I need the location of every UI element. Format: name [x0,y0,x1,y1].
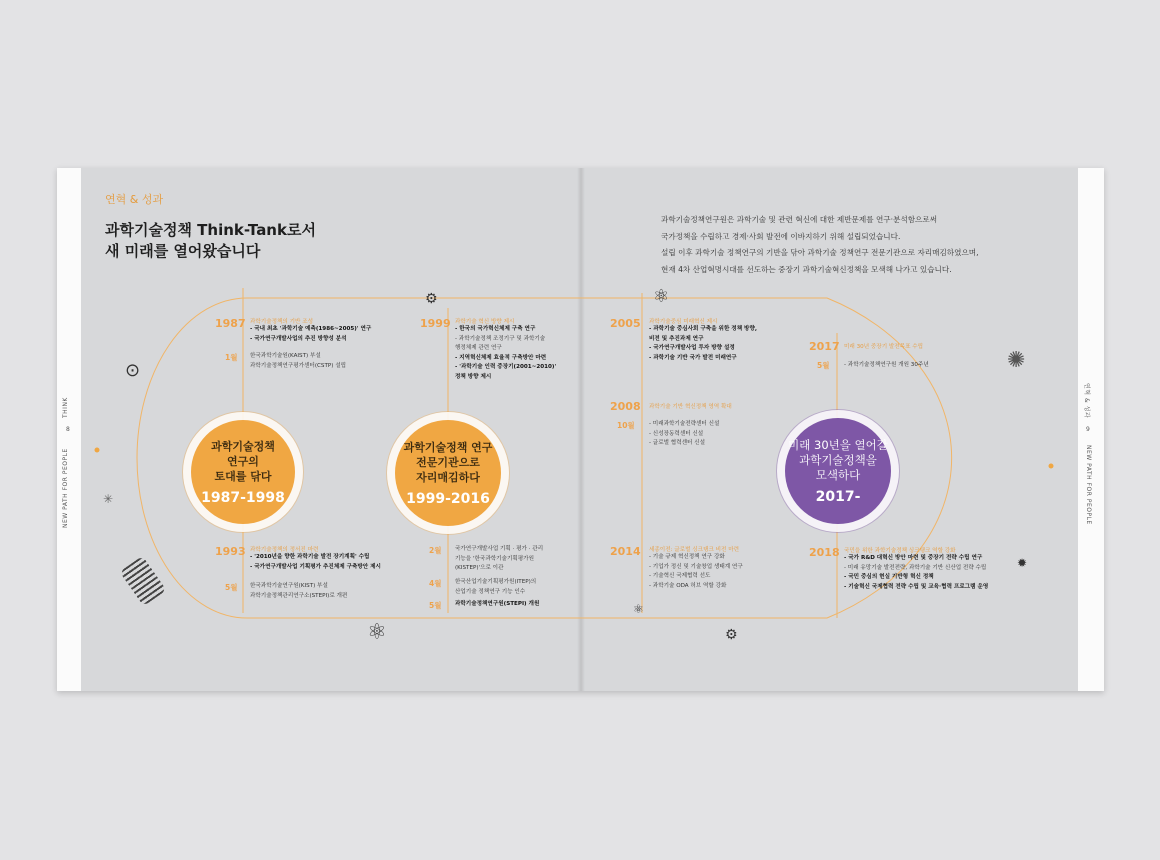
entry-1999 [455,317,556,382]
entry-heading: 과학기술 기반 혁신정책 영역 확대 [649,404,732,410]
month-1999-feb: 2월 [429,546,442,555]
era-circle-1999 [395,420,501,526]
era-line: 토대를 닦다 [214,469,272,483]
entry-1999-feb [455,545,543,574]
era-years: 2017- [815,488,861,505]
month-2017: 5월 [817,361,830,370]
atom-icon: ⚛ [367,620,387,645]
page-number-left: 8 [66,426,71,433]
year-2005: 2005 [610,317,641,330]
entry-heading: 과학기술 혁신 방향 제시 [455,319,515,325]
entry-item: - 기술 규제 혁신정책 연구 강화 [649,554,725,560]
entry-item: - 과학기술 ODA 허브 역할 강화 [649,582,727,589]
side-label-section-right: 연혁 & 성과 [1083,383,1090,419]
title-line-1: 과학기술정책 Think-Tank로서 [105,221,316,239]
sunburst-icon: ✺ [1007,348,1026,373]
sunburst-icon: ✳ [103,492,114,506]
year-2014: 2014 [610,545,641,558]
entry-item: 산업기술 정책연구 기능 인수 [455,588,526,595]
month-1993: 5월 [225,583,238,592]
year-1999: 1999 [420,317,451,330]
era-line: 연구의 [227,454,259,468]
entry-item: 행정체제 관련 연구 [455,345,502,351]
entry-item: - 한국의 국가혁신체제 구축 연구 [455,326,536,332]
entry-heading: 과학기술중심 미래혁신 제시 [649,319,718,325]
gear-icon: ⚙ [425,291,438,307]
entry-item: 한국산업기술기획평가원(ITEP)의 [455,579,537,585]
atom-icon: ⚛ [633,602,644,616]
entry-2005 [649,317,757,363]
entry-item: - 과학기술정책연구원 개원 30주년 [844,362,929,368]
month-1999-apr: 4월 [429,579,442,588]
era-circle-2017 [785,418,891,524]
entry-1999-apr [455,578,536,597]
atom-icon: ⚛ [653,286,670,307]
entry-item: - '2010년을 향한 과학기술 발전 장기계획' 수립 [250,554,370,560]
entry-item: - 국가 R&D 대혁신 방안 마련 및 중장기 전략 수립 연구 [844,555,983,561]
entry-item: - 국민 중심의 현실 기반형 혁신 정책 [844,574,934,580]
entry-item: - 지역혁신체제 효율적 구축방안 마련 [455,354,547,361]
entry-2008 [649,420,719,449]
entry-item: 비전 및 추진과제 연구 [649,335,704,342]
era-circle-1987 [191,420,295,524]
entry-2018 [844,546,988,592]
gear-icon: ⚙ [725,627,738,643]
entry-heading: 미래 30년 중장기 발전목표 수립 [844,344,924,350]
entry-1999-may [455,600,539,610]
entry-item: 한국과학기술연구원(KIST) 부설 [250,583,328,589]
era-line: 과학기술정책 연구 [403,440,493,454]
sunburst-icon: ✹ [1017,556,1028,570]
era-line: 과학기술정책을 [799,452,877,467]
entry-item: - 국가연구개발사업 투자 방향 설정 [649,345,735,351]
entry-2008-head [649,402,732,410]
entry-item: 과학기술정책연구원(STEPI) 개원 [455,601,540,607]
entry-item: - 기술혁신 국제협력 전략 수립 및 교육·협력 프로그램 운영 [844,583,989,590]
entry-item: 과학기술정책관리연구소(STEPI)로 개편 [250,592,348,599]
entry-heading: 국민을 위한 과학기술정책 싱크탱크 역할 강화 [844,548,956,554]
intro-line: 국가정책을 수립하고 경제·사회 발전에 이바지하기 위해 설립되었습니다. [661,231,901,241]
month-1999-may: 5월 [429,601,442,610]
entry-item: - 과학기술정책 조정기구 및 과학기술 [455,335,546,342]
book-spread [57,168,1104,691]
year-1993: 1993 [215,545,246,558]
side-label-newpath-right: NEW PATH FOR PEOPLE [1085,445,1092,525]
entry-item: 한국과학기술원(KAIST) 부설 [250,353,321,359]
month-1987: 1월 [225,353,238,362]
entry-2017-head [844,342,923,350]
entry-item: - 국내 최초 '과학기술 예측(1986~2005)' 연구 [250,326,372,332]
era-line: 자리매김하다 [416,470,480,484]
entry-item: 국가연구개발사업 기획 · 평가 · 관리 [455,546,544,552]
section-label: 연혁 & 성과 [105,193,164,206]
entry-item: - 국가연구개발사업 기획평가 추진체제 구축방안 제시 [250,563,381,570]
page-title [105,220,365,262]
era-line: 전문기관으로 [416,455,480,469]
era-circle-text [404,440,493,485]
year-2017: 2017 [809,340,840,353]
era-line: 과학기술정책 [211,439,275,453]
entry-item: - 글로벌 협력센터 신설 [649,440,705,446]
year-2008: 2008 [610,400,641,413]
entry-1987 [250,317,371,344]
era-line: 미래 30년을 열어갈 [788,437,888,452]
entry-item: - 신성장동력센터 신설 [649,430,704,437]
title-line-2: 새 미래를 열어왔습니다 [105,242,261,260]
era-years: 1999-2016 [406,490,490,507]
era-circle-text [788,438,888,483]
entry-item: 과학기술정책연구평가센터(CSTP) 설립 [250,362,347,369]
year-2018: 2018 [809,546,840,559]
entry-item: - 기업가 정신 및 기술창업 생태계 연구 [649,563,743,570]
entry-item: - 기술혁신 국제협력 선도 [649,573,711,579]
entry-heading: 과학기술정책의 기반 조성 [250,319,313,325]
entry-1987-sub [250,352,346,371]
entry-item: - 국가연구개발사업의 추진 방향성 분석 [250,335,347,342]
page-number-right: 9 [1086,426,1091,433]
era-circle-text [211,439,275,484]
entry-2017 [844,361,929,371]
side-label-newpath-left: NEW PATH FOR PEOPLE [62,448,69,528]
year-1987: 1987 [215,317,246,330]
entry-1993-sub [250,582,347,601]
intro-line: 설립 이후 과학기술 정책연구의 기반을 닦아 과학기술 정책연구 전문기관으로 자리매김하였으며, [661,248,979,257]
entry-item: - 과학기술 중심사회 구축을 위한 정책 방향, [649,326,757,332]
entry-item: - '과학기술 인력 중장기(2001~2010)' [455,364,557,370]
intro-paragraph [661,212,991,278]
entry-heading: 세종이전: 글로벌 싱크탱크 비전 마련 [649,547,740,553]
entry-heading: 과학기술정책의 정서진 마련 [250,547,319,553]
entry-item: - 미래과학기술전략센터 신설 [649,421,720,427]
era-line: 모색하다 [815,467,861,482]
intro-line: 현재 4차 산업혁명시대를 선도하는 중장기 과학기술혁신정책을 모색해 나가고 있습니다. [661,264,952,274]
dot-ring-icon: ⊙ [125,360,141,381]
month-2008: 10월 [617,421,635,430]
entry-item: 기능을 '한국과학기술기획평가원 [455,555,534,562]
entry-item: (KISTEP)'으로 이관 [455,565,504,571]
era-years: 1987-1998 [201,489,285,506]
entry-item: 정책 방향 제시 [455,373,492,380]
entry-1993 [250,545,381,572]
entry-2014 [649,545,743,591]
entry-item: - 미래 유망기술 발전전략, 과학기술 기반 신산업 전략 수립 [844,564,987,571]
side-label-think: THINK [62,397,69,418]
intro-line: 과학기술정책연구원은 과학기술 및 관련 혁신에 대한 제반문제를 연구·분석함으로써 [661,215,938,224]
entry-item: - 과학기술 기반 국가 발전 미래연구 [649,354,737,361]
